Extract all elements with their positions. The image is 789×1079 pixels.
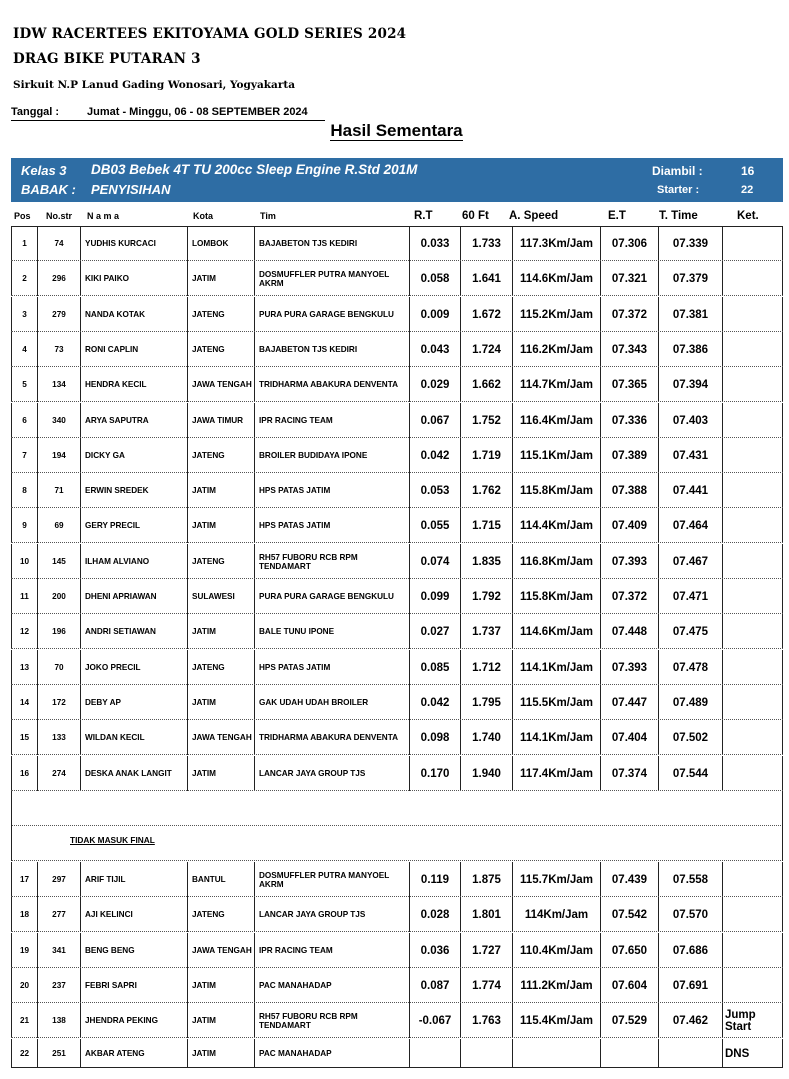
- cell-tt: 07.570: [659, 897, 723, 932]
- cell-et: 07.393: [601, 650, 659, 685]
- cell-pos: 21: [11, 1003, 38, 1038]
- cell-et: 07.389: [601, 438, 659, 473]
- cell-tt: 07.431: [659, 438, 723, 473]
- cell-ket: [723, 261, 783, 296]
- cell-nama: DICKY GA: [81, 438, 188, 473]
- cell-spd: 114Km/Jam: [513, 897, 601, 932]
- cell-et: 07.372: [601, 297, 659, 332]
- cell-nama: YUDHIS KURCACI: [81, 226, 188, 261]
- cell-kota: BANTUL: [188, 862, 255, 897]
- cell-rt: 0.033: [410, 226, 461, 261]
- cell-rt: 0.027: [410, 614, 461, 649]
- cell-ket: DNS: [723, 1039, 783, 1068]
- col-ttime: T. Time: [659, 210, 698, 222]
- cell-rt: 0.087: [410, 968, 461, 1003]
- cell-rt: 0.036: [410, 933, 461, 968]
- col-60ft: 60 Ft: [462, 210, 489, 222]
- cell-ft: 1.752: [461, 403, 513, 438]
- cell-rt: 0.042: [410, 438, 461, 473]
- cell-tim: RH57 FUBORU RCB RPM TENDAMART: [255, 544, 410, 579]
- table-row: [11, 438, 783, 473]
- cell-kota: JAWA TENGAH: [188, 367, 255, 402]
- cell-ft: 1.662: [461, 367, 513, 402]
- table-row: [11, 1039, 783, 1068]
- cell-nama: ERWIN SREDEK: [81, 473, 188, 508]
- cell-nama: ARYA SAPUTRA: [81, 403, 188, 438]
- cell-pos: 17: [11, 862, 38, 897]
- cell-rt: 0.119: [410, 862, 461, 897]
- cell-ket: [723, 297, 783, 332]
- cell-tt: 07.471: [659, 579, 723, 614]
- cell-et: 07.374: [601, 756, 659, 791]
- cell-rt: 0.028: [410, 897, 461, 932]
- cell-kota: JATENG: [188, 650, 255, 685]
- table-row: [11, 614, 783, 649]
- cell-no: 237: [38, 968, 81, 1003]
- cell-ket: [723, 473, 783, 508]
- kelas-label: Kelas 3: [21, 163, 67, 178]
- cell-tt: 07.464: [659, 508, 723, 543]
- cell-tt: 07.478: [659, 650, 723, 685]
- cell-tim: RH57 FUBORU RCB RPM TENDAMART: [255, 1003, 410, 1038]
- cell-et: 07.306: [601, 226, 659, 261]
- table-header: [0, 209, 789, 226]
- cell-tim: BROILER BUDIDAYA IPONE: [255, 438, 410, 473]
- cell-nama: JOKO PRECIL: [81, 650, 188, 685]
- cell-pos: 16: [11, 756, 38, 791]
- cell-kota: JATENG: [188, 332, 255, 367]
- cell-rt: 0.099: [410, 579, 461, 614]
- cell-ft: 1.724: [461, 332, 513, 367]
- cell-spd: [513, 1039, 601, 1068]
- cell-tim: BALE TUNU IPONE: [255, 614, 410, 649]
- cell-pos: 9: [11, 508, 38, 543]
- cell-ft: [461, 1039, 513, 1068]
- cell-pos: 14: [11, 685, 38, 720]
- cell-no: 172: [38, 685, 81, 720]
- table-row: [11, 579, 783, 614]
- table-row: [11, 473, 783, 508]
- cell-ft: 1.727: [461, 933, 513, 968]
- cell-et: [601, 1039, 659, 1068]
- table-row: [11, 332, 783, 367]
- cell-kota: JATENG: [188, 438, 255, 473]
- cell-rt: 0.074: [410, 544, 461, 579]
- table-row: [11, 367, 783, 402]
- cell-no: 196: [38, 614, 81, 649]
- cell-spd: 114.6Km/Jam: [513, 614, 601, 649]
- cell-tim: HPS PATAS JATIM: [255, 473, 410, 508]
- cell-ft: 1.774: [461, 968, 513, 1003]
- cell-no: 138: [38, 1003, 81, 1038]
- cell-rt: 0.042: [410, 685, 461, 720]
- cell-ket: [723, 508, 783, 543]
- cell-ft: 1.835: [461, 544, 513, 579]
- cell-nama: FEBRI SAPRI: [81, 968, 188, 1003]
- table-row: [11, 226, 783, 261]
- cell-no: 274: [38, 756, 81, 791]
- cell-tim: IPR RACING TEAM: [255, 933, 410, 968]
- cell-ket: [723, 756, 783, 791]
- cell-tt: 07.379: [659, 261, 723, 296]
- cell-et: 07.336: [601, 403, 659, 438]
- cell-ket: [723, 614, 783, 649]
- cell-tt: 07.489: [659, 685, 723, 720]
- cell-pos: 19: [11, 933, 38, 968]
- cell-rt: 0.085: [410, 650, 461, 685]
- cell-rt: 0.055: [410, 508, 461, 543]
- cell-pos: 20: [11, 968, 38, 1003]
- date-label: Tanggal :: [11, 106, 60, 118]
- cell-ket: [723, 438, 783, 473]
- cell-nama: JHENDRA PEKING: [81, 1003, 188, 1038]
- cell-ket: [723, 720, 783, 755]
- cell-pos: 15: [11, 720, 38, 755]
- cell-tt: [659, 1039, 723, 1068]
- cell-kota: JATIM: [188, 968, 255, 1003]
- cell-tt: 07.475: [659, 614, 723, 649]
- cell-et: 07.439: [601, 862, 659, 897]
- cell-et: 07.372: [601, 579, 659, 614]
- cell-tt: 07.403: [659, 403, 723, 438]
- table-row: [11, 297, 783, 332]
- cell-ft: 1.737: [461, 614, 513, 649]
- table-row: [11, 650, 783, 685]
- cell-nama: BENG BENG: [81, 933, 188, 968]
- cell-tim: LANCAR JAYA GROUP TJS: [255, 756, 410, 791]
- starter-value: 22: [741, 184, 754, 196]
- cell-nama: AJI KELINCI: [81, 897, 188, 932]
- cell-nama: ARIF TIJIL: [81, 862, 188, 897]
- col-tim: Tim: [260, 211, 276, 221]
- col-nama: N a m a: [87, 211, 120, 221]
- cell-nama: GERY PRECIL: [81, 508, 188, 543]
- cell-ft: 1.801: [461, 897, 513, 932]
- cell-no: 70: [38, 650, 81, 685]
- cell-et: 07.447: [601, 685, 659, 720]
- cell-kota: JAWA TENGAH: [188, 720, 255, 755]
- cell-nama: KIKI PAIKO: [81, 261, 188, 296]
- cell-ft: 1.795: [461, 685, 513, 720]
- cell-no: 341: [38, 933, 81, 968]
- cell-tt: 07.686: [659, 933, 723, 968]
- cell-kota: LOMBOK: [188, 226, 255, 261]
- cell-ft: 1.792: [461, 579, 513, 614]
- cell-pos: 1: [11, 226, 38, 261]
- cell-kota: JATIM: [188, 1039, 255, 1068]
- starter-label: Starter :: [657, 184, 700, 196]
- cell-rt: [410, 1039, 461, 1068]
- cell-spd: 111.2Km/Jam: [513, 968, 601, 1003]
- cell-ket: [723, 862, 783, 897]
- cell-pos: 5: [11, 367, 38, 402]
- babak-value: PENYISIHAN: [91, 182, 171, 197]
- cell-et: 07.529: [601, 1003, 659, 1038]
- cell-tt: 07.381: [659, 297, 723, 332]
- date-line: [11, 106, 308, 118]
- cell-et: 07.448: [601, 614, 659, 649]
- cell-tim: TRIDHARMA ABAKURA DENVENTA: [255, 720, 410, 755]
- cell-et: 07.365: [601, 367, 659, 402]
- cell-ft: 1.762: [461, 473, 513, 508]
- cell-pos: 4: [11, 332, 38, 367]
- cell-nama: NANDA KOTAK: [81, 297, 188, 332]
- cell-tim: DOSMUFFLER PUTRA MANYOEL AKRM: [255, 261, 410, 296]
- cell-no: 73: [38, 332, 81, 367]
- cell-pos: 13: [11, 650, 38, 685]
- table-row: [11, 403, 783, 438]
- cell-pos: 8: [11, 473, 38, 508]
- cell-et: 07.321: [601, 261, 659, 296]
- cell-pos: 2: [11, 261, 38, 296]
- round-title: DRAG BIKE PUTARAN 3: [13, 51, 201, 67]
- cell-kota: JAWA TENGAH: [188, 933, 255, 968]
- cell-spd: 115.8Km/Jam: [513, 473, 601, 508]
- cell-et: 07.650: [601, 933, 659, 968]
- cell-no: 200: [38, 579, 81, 614]
- cell-no: 194: [38, 438, 81, 473]
- cell-kota: JATIM: [188, 756, 255, 791]
- cell-ft: 1.763: [461, 1003, 513, 1038]
- table-row: [11, 685, 783, 720]
- cell-ft: 1.740: [461, 720, 513, 755]
- page-subtitle: Hasil Sementara: [330, 121, 463, 140]
- cell-spd: 115.4Km/Jam: [513, 1003, 601, 1038]
- table-row: [11, 720, 783, 755]
- table-row: [11, 508, 783, 543]
- cell-tim: BAJABETON TJS KEDIRI: [255, 226, 410, 261]
- cell-tt: 07.394: [659, 367, 723, 402]
- cell-no: 74: [38, 226, 81, 261]
- cell-kota: JATIM: [188, 614, 255, 649]
- table-row: [11, 261, 783, 296]
- cell-no: 297: [38, 862, 81, 897]
- cell-ket: [723, 897, 783, 932]
- cell-kota: JATIM: [188, 1003, 255, 1038]
- cell-pos: 10: [11, 544, 38, 579]
- cell-tim: GAK UDAH UDAH BROILER: [255, 685, 410, 720]
- cell-rt: 0.029: [410, 367, 461, 402]
- cell-ket: [723, 332, 783, 367]
- cell-et: 07.409: [601, 508, 659, 543]
- cell-rt: -0.067: [410, 1003, 461, 1038]
- table-row: [11, 862, 783, 897]
- cell-rt: 0.053: [410, 473, 461, 508]
- cell-pos: 18: [11, 897, 38, 932]
- cell-spd: 116.8Km/Jam: [513, 544, 601, 579]
- cell-ket: [723, 650, 783, 685]
- cell-tt: 07.441: [659, 473, 723, 508]
- cell-kota: JATIM: [188, 685, 255, 720]
- col-rt: R.T: [414, 210, 433, 222]
- cell-tim: HPS PATAS JATIM: [255, 508, 410, 543]
- gap-right-border: [782, 791, 783, 861]
- cell-spd: 115.5Km/Jam: [513, 685, 601, 720]
- col-aspeed: A. Speed: [509, 210, 559, 222]
- cell-no: 277: [38, 897, 81, 932]
- date-value: Jumat - Minggu, 06 - 08 SEPTEMBER 2024: [87, 106, 308, 118]
- cell-ft: 1.875: [461, 862, 513, 897]
- cell-no: 71: [38, 473, 81, 508]
- cell-spd: 116.2Km/Jam: [513, 332, 601, 367]
- cell-ft: 1.719: [461, 438, 513, 473]
- cell-kota: JAWA TIMUR: [188, 403, 255, 438]
- cell-spd: 115.8Km/Jam: [513, 579, 601, 614]
- cell-ket: [723, 968, 783, 1003]
- cell-kota: SULAWESI: [188, 579, 255, 614]
- cell-tt: 07.558: [659, 862, 723, 897]
- cell-tim: DOSMUFFLER PUTRA MANYOEL AKRM: [255, 862, 410, 897]
- cell-tim: TRIDHARMA ABAKURA DENVENTA: [255, 367, 410, 402]
- table-row: [11, 933, 783, 968]
- cell-ket: [723, 685, 783, 720]
- cell-no: 134: [38, 367, 81, 402]
- col-et: E.T: [608, 210, 626, 222]
- cell-tt: 07.502: [659, 720, 723, 755]
- cell-spd: 117.4Km/Jam: [513, 756, 601, 791]
- col-pos: Pos: [14, 211, 31, 221]
- cell-no: 69: [38, 508, 81, 543]
- cell-ket: [723, 544, 783, 579]
- col-kota: Kota: [193, 211, 213, 221]
- table-row: [11, 897, 783, 932]
- class-name: DB03 Bebek 4T TU 200cc Sleep Engine R.Std 201M: [91, 162, 418, 177]
- cell-tt: 07.691: [659, 968, 723, 1003]
- cell-tim: HPS PATAS JATIM: [255, 650, 410, 685]
- cell-nama: AKBAR ATENG: [81, 1039, 188, 1068]
- cell-spd: 110.4Km/Jam: [513, 933, 601, 968]
- cell-ket: [723, 226, 783, 261]
- cell-spd: 115.2Km/Jam: [513, 297, 601, 332]
- cell-rt: 0.058: [410, 261, 461, 296]
- cell-tim: BAJABETON TJS KEDIRI: [255, 332, 410, 367]
- class-banner: [11, 158, 783, 202]
- cell-tim: PURA PURA GARAGE BENGKULU: [255, 579, 410, 614]
- cell-kota: JATIM: [188, 261, 255, 296]
- cell-ft: 1.712: [461, 650, 513, 685]
- cell-tim: PAC MANAHADAP: [255, 968, 410, 1003]
- cell-et: 07.404: [601, 720, 659, 755]
- cell-tim: IPR RACING TEAM: [255, 403, 410, 438]
- cell-tt: 07.462: [659, 1003, 723, 1038]
- cell-tt: 07.467: [659, 544, 723, 579]
- cell-rt: 0.009: [410, 297, 461, 332]
- cell-pos: 3: [11, 297, 38, 332]
- empty-row: [11, 791, 783, 826]
- col-nostr: No.str: [46, 211, 73, 221]
- cell-kota: JATENG: [188, 544, 255, 579]
- cell-nama: DESKA ANAK LANGIT: [81, 756, 188, 791]
- cell-spd: 115.1Km/Jam: [513, 438, 601, 473]
- cell-rt: 0.043: [410, 332, 461, 367]
- table-row: [11, 1003, 783, 1038]
- cell-et: 07.343: [601, 332, 659, 367]
- cell-nama: DHENI APRIAWAN: [81, 579, 188, 614]
- diambil-label: Diambil :: [652, 164, 703, 178]
- cell-rt: 0.098: [410, 720, 461, 755]
- cell-spd: 114.1Km/Jam: [513, 650, 601, 685]
- cell-spd: 114.6Km/Jam: [513, 261, 601, 296]
- cell-ket: Jump Start: [723, 1003, 783, 1038]
- venue: Sirkuit N.P Lanud Gading Wonosari, Yogyakarta: [13, 79, 296, 91]
- cell-no: 145: [38, 544, 81, 579]
- cell-et: 07.393: [601, 544, 659, 579]
- cell-tt: 07.386: [659, 332, 723, 367]
- cell-pos: 7: [11, 438, 38, 473]
- cell-nama: RONI CAPLIN: [81, 332, 188, 367]
- cell-kota: JATENG: [188, 897, 255, 932]
- cell-tt: 07.339: [659, 226, 723, 261]
- cell-spd: 115.7Km/Jam: [513, 862, 601, 897]
- diambil-value: 16: [741, 164, 755, 178]
- cell-tim: LANCAR JAYA GROUP TJS: [255, 897, 410, 932]
- cell-ket: [723, 579, 783, 614]
- cell-spd: 114.4Km/Jam: [513, 508, 601, 543]
- babak-label: BABAK :: [21, 182, 76, 197]
- cell-ket: [723, 403, 783, 438]
- cell-spd: 116.4Km/Jam: [513, 403, 601, 438]
- cell-pos: 12: [11, 614, 38, 649]
- cell-nama: DEBY AP: [81, 685, 188, 720]
- cell-no: 340: [38, 403, 81, 438]
- cell-pos: 11: [11, 579, 38, 614]
- cell-nama: HENDRA KECIL: [81, 367, 188, 402]
- cell-kota: JATENG: [188, 297, 255, 332]
- cell-no: 296: [38, 261, 81, 296]
- cell-no: 251: [38, 1039, 81, 1068]
- cell-pos: 6: [11, 403, 38, 438]
- cell-no: 133: [38, 720, 81, 755]
- cell-nama: WILDAN KECIL: [81, 720, 188, 755]
- cell-ket: [723, 367, 783, 402]
- cell-ft: 1.641: [461, 261, 513, 296]
- cell-rt: 0.170: [410, 756, 461, 791]
- col-ket: Ket.: [737, 210, 759, 222]
- cell-rt: 0.067: [410, 403, 461, 438]
- table-row: [11, 968, 783, 1003]
- table-row: [11, 756, 783, 791]
- cell-spd: 114.7Km/Jam: [513, 367, 601, 402]
- cell-tim: PAC MANAHADAP: [255, 1039, 410, 1068]
- cell-ft: 1.672: [461, 297, 513, 332]
- cell-ket: [723, 933, 783, 968]
- cell-spd: 114.1Km/Jam: [513, 720, 601, 755]
- cell-ft: 1.940: [461, 756, 513, 791]
- cell-et: 07.604: [601, 968, 659, 1003]
- cell-et: 07.388: [601, 473, 659, 508]
- cell-tim: PURA PURA GARAGE BENGKULU: [255, 297, 410, 332]
- cell-ft: 1.715: [461, 508, 513, 543]
- cell-nama: ILHAM ALVIANO: [81, 544, 188, 579]
- cell-et: 07.542: [601, 897, 659, 932]
- event-title: IDW RACERTEES EKITOYAMA GOLD SERIES 2024: [13, 26, 407, 42]
- cell-kota: JATIM: [188, 473, 255, 508]
- cell-ft: 1.733: [461, 226, 513, 261]
- cell-pos: 22: [11, 1039, 38, 1068]
- cell-nama: ANDRI SETIAWAN: [81, 614, 188, 649]
- gap-left-border: [11, 791, 12, 861]
- cell-tt: 07.544: [659, 756, 723, 791]
- table-row: [11, 544, 783, 579]
- cell-kota: JATIM: [188, 508, 255, 543]
- cell-no: 279: [38, 297, 81, 332]
- section-label: TIDAK MASUK FINAL: [70, 835, 155, 845]
- cell-spd: 117.3Km/Jam: [513, 226, 601, 261]
